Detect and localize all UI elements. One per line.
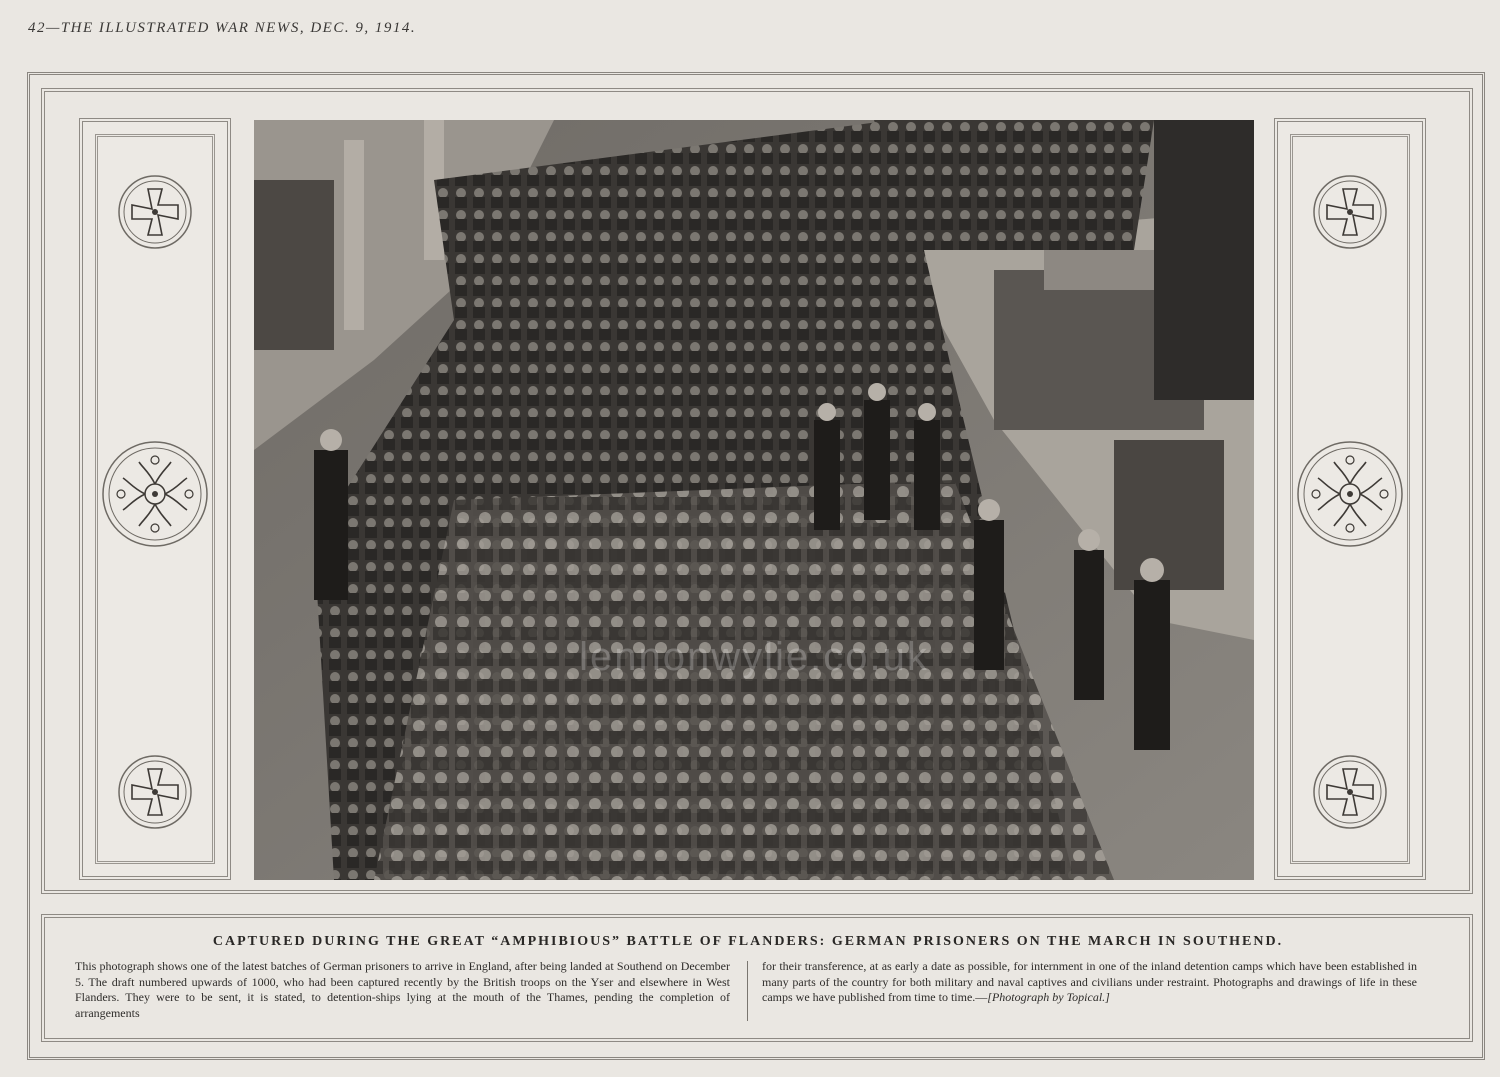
watermark: lennonwylie.co.uk	[579, 635, 929, 679]
iron-cross-icon	[1310, 172, 1390, 252]
iron-cross-icon	[115, 172, 195, 252]
photograph-prisoners-march	[254, 120, 1254, 880]
caption-column-2	[762, 959, 1417, 1006]
rosette-icon	[1294, 438, 1406, 550]
left-ornament-panel	[79, 118, 231, 880]
column-divider	[747, 961, 748, 1021]
iron-cross-icon	[1310, 752, 1390, 832]
page-header: 42—THE ILLUSTRATED WAR NEWS, DEC. 9, 1914.	[28, 20, 417, 36]
caption-title: CAPTURED DURING THE GREAT “AMPHIBIOUS” BATTLE OF FLANDERS: GERMAN PRISONERS ON THE MARCH IN SOUTHEND.	[212, 934, 1284, 949]
photo-credit: [Photograph by Topical.]	[987, 990, 1110, 1004]
iron-cross-icon	[115, 752, 195, 832]
right-ornament-panel	[1274, 118, 1426, 880]
rosette-icon	[99, 438, 211, 550]
caption-column-2-text: for their transference, at as early a date as possible, for internment in one of the inland detention camps which have been established in many parts of the country for both military and naval captives and civilians under restraint. Photographs and drawings of life in these camps we have published from time to time.—	[762, 959, 1417, 1004]
caption-column-1: This photograph shows one of the latest batches of German prisoners to arrive in England, after being landed at Southend on December 5. The draft numbered upwards of 1000, who had been captured recently by the British troops on the Yser and elsewhere in West Flanders. They were to be sent, it is stated, to detention-ships lying at the mouth of the Thames, pending the completion of arrangements	[75, 959, 730, 1020]
